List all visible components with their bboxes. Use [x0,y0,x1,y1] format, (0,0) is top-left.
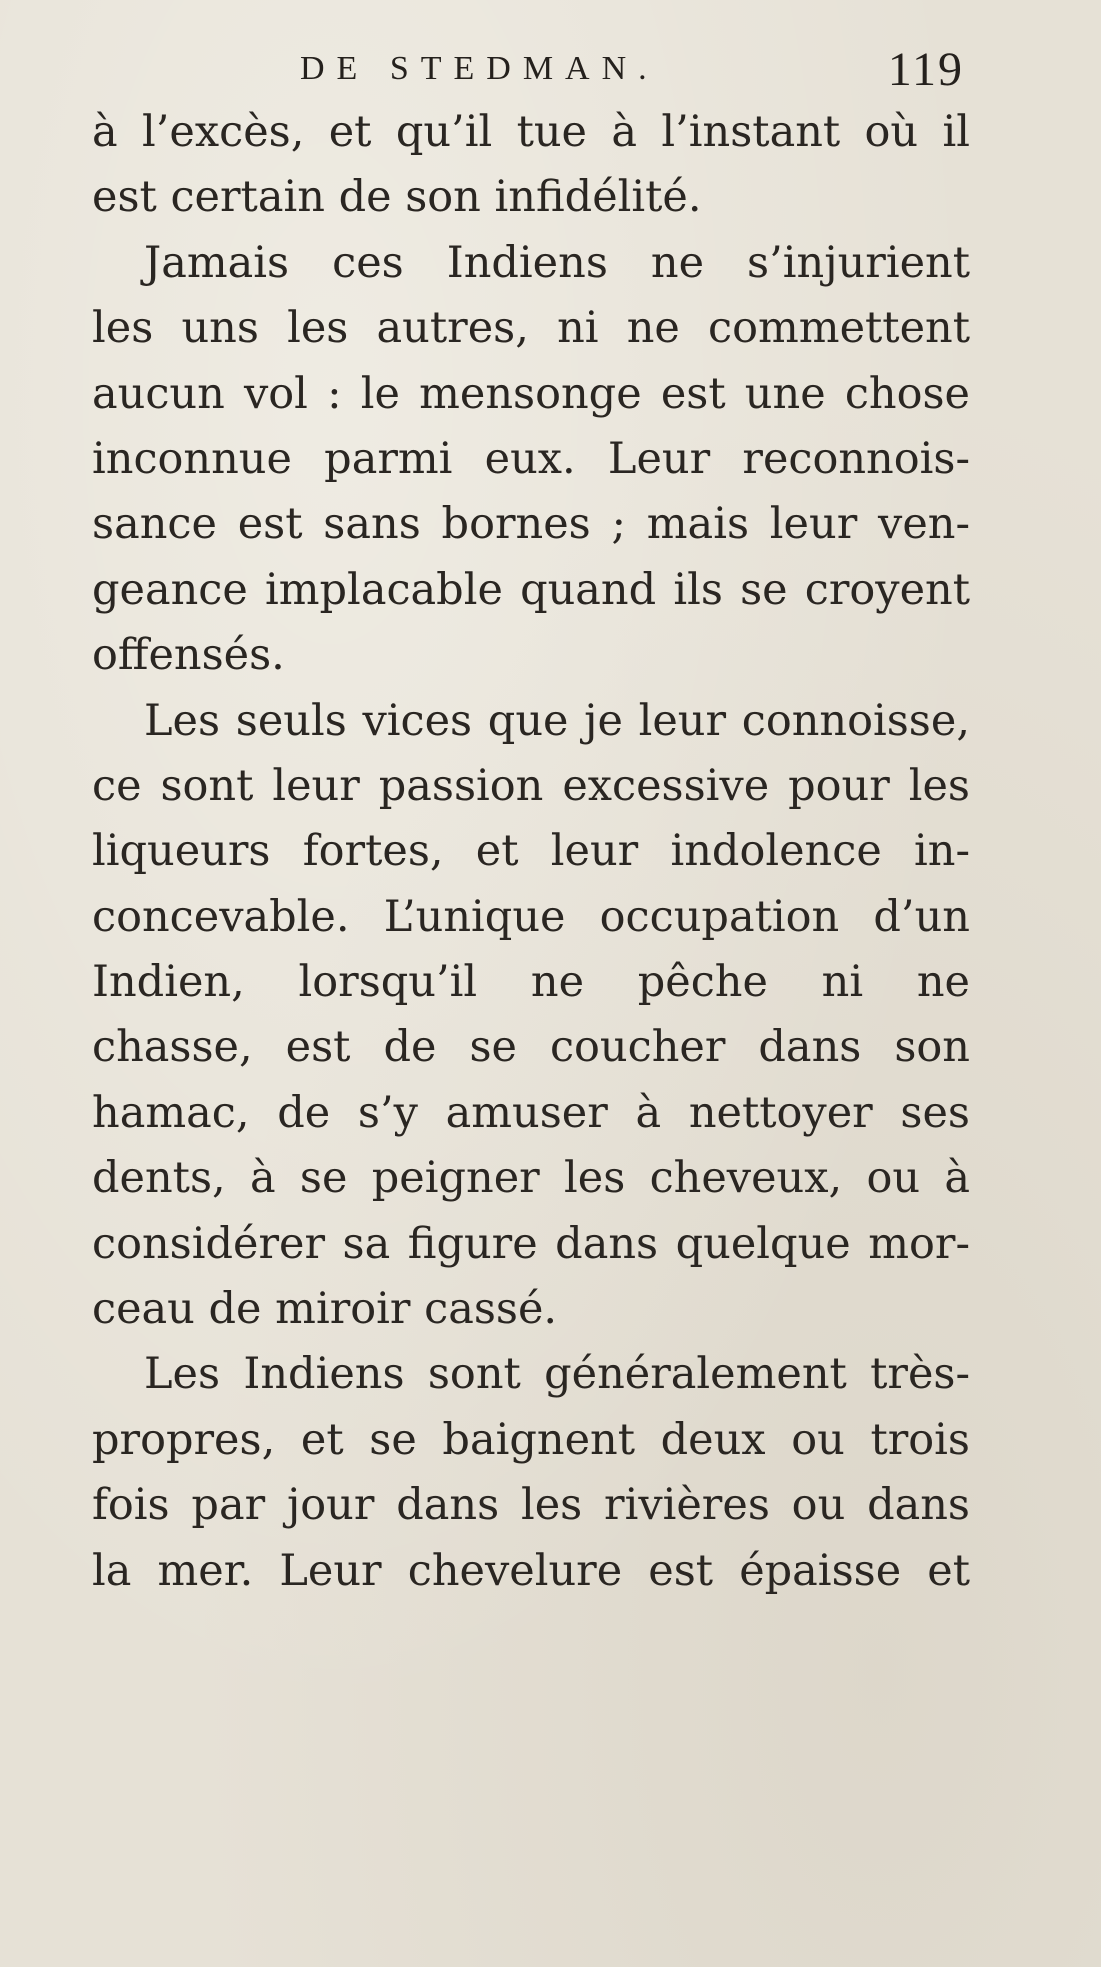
running-head [300,42,980,102]
text-line: considérer sa figure dans quelque mor- [92,1218,970,1269]
page-number: 119 [887,43,964,96]
text-line: est certain de son infidélité. [92,172,702,223]
text-line: les uns les autres, ni ne commettent [92,303,970,354]
text-line: la mer. Leur chevelure est épaisse et [92,1545,970,1596]
text-line: Les seuls vices que je leur connoisse, [144,695,970,746]
text-line: ceau de miroir cassé. [92,1284,558,1335]
text-line: propres, et se baignent deux ou trois [92,1414,970,1465]
text-line: inconnue parmi eux. Leur reconnois- [92,433,970,484]
text-line: ce sont leur passion excessive pour les [92,760,970,811]
text-line: hamac, de s’y amuser à nettoyer ses [92,1087,970,1138]
text-line: Jamais ces Indiens ne s’injurient [144,237,970,288]
text-line: Les Indiens sont généralement très- [144,1349,970,1400]
text-line: geance implacable quand ils se croyent [92,564,970,615]
running-title: DE STEDMAN. [300,50,659,87]
text-line: fois par jour dans les rivières ou dans [92,1480,970,1531]
text-line: Indien, lorsqu’il ne pêche ni ne [92,957,970,1008]
text-line: liqueurs fortes, et leur indolence in- [92,826,970,877]
text-line: concevable. L’unique occupation d’un [92,891,970,942]
text-line: aucun vol : le mensonge est une chose [92,368,970,419]
text-line: dents, à se peigner les cheveux, ou à [92,1153,970,1204]
text-line: sance est sans bornes ; mais leur ven- [92,499,970,550]
text-line: chasse, est de se coucher dans son [92,1022,970,1073]
body-text [92,100,970,1604]
text-line: à l’excès, et qu’il tue à l’instant où il [92,107,970,157]
text-line: offensés. [92,630,285,681]
